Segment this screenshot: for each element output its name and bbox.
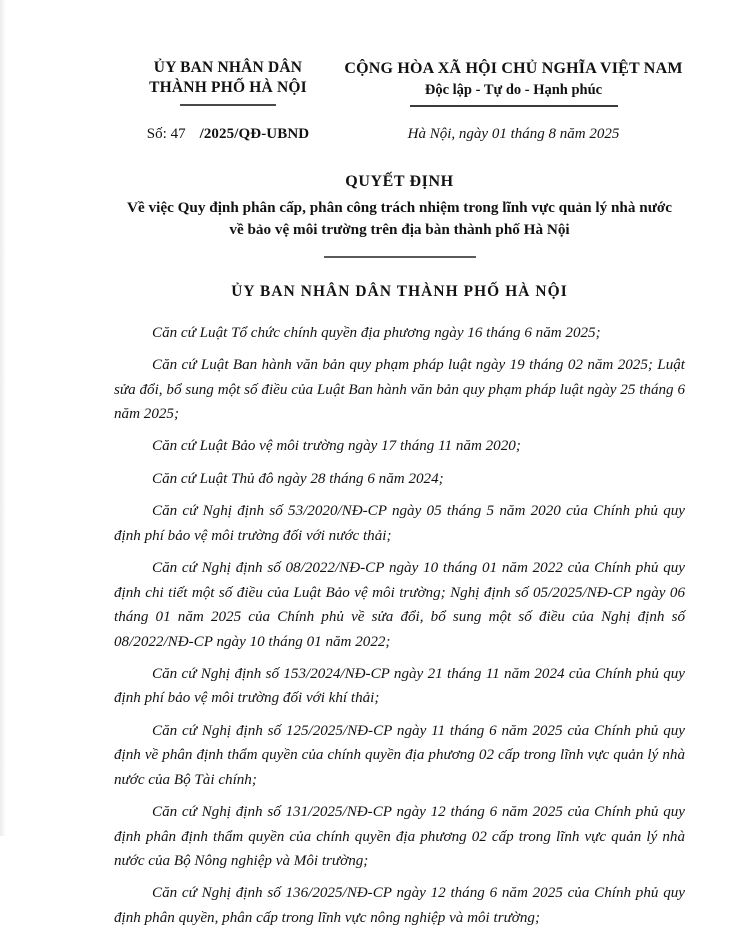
preamble-clause-list bbox=[114, 321, 685, 930]
preamble-clause: Căn cứ Luật Thủ đô ngày 28 tháng 6 năm 2024; bbox=[152, 470, 444, 487]
document-type-heading: QUYẾT ĐỊNH bbox=[345, 172, 454, 190]
preamble-clause: Căn cứ Luật Bảo vệ môi trường ngày 17 tháng 11 năm 2020; bbox=[152, 438, 521, 455]
preamble-clause: Căn cứ Nghị định số 136/2025/NĐ-CP ngày 12 tháng 6 năm 2025 của Chính phủ quy định phân quyền, phân cấp trong lĩnh vực nông nghiệp và môi trường; bbox=[114, 885, 685, 926]
document-meta-row bbox=[114, 126, 685, 143]
title-divider bbox=[324, 256, 476, 258]
national-heading-block bbox=[342, 58, 685, 107]
document-text-block bbox=[114, 0, 685, 926]
preamble-clause: Căn cứ Nghị định số 153/2024/NĐ-CP ngày 21 tháng 11 năm 2024 của Chính phủ quy định phí bảo vệ môi trường đối với khí thải; bbox=[114, 665, 685, 707]
document-number-label: Số: bbox=[146, 125, 167, 142]
motto-underline bbox=[410, 105, 618, 107]
organization-line-1: ỦY BAN NHÂN DÂN bbox=[153, 59, 303, 76]
place-and-date: Hà Nội, ngày 01 tháng 8 năm 2025 bbox=[407, 125, 620, 142]
page-left-scan-edge bbox=[0, 0, 6, 836]
preamble-clause: Căn cứ Nghị định số 53/2020/NĐ-CP ngày 05 tháng 5 năm 2020 của Chính phủ quy định phí bảo vệ môi trường đối với nước thải; bbox=[114, 503, 685, 544]
organization-line-2: THÀNH PHỐ HÀ NỘI bbox=[149, 79, 307, 97]
document-header bbox=[114, 0, 685, 107]
country-name: CỘNG HÒA XÃ HỘI CHỦ NGHĨA VIỆT NAM bbox=[344, 60, 683, 77]
preamble-clause: Căn cứ Nghị định số 125/2025/NĐ-CP ngày 11 tháng 6 năm 2025 của Chính phủ quy định về phân định thẩm quyền của chính quyền địa phương 02 cấp trong lĩnh vực quản lý nhà nước của Bộ Tài chính; bbox=[114, 722, 685, 788]
document-number-value: 47 bbox=[170, 125, 186, 142]
document-number bbox=[114, 126, 342, 143]
preamble-clause: Căn cứ Luật Ban hành văn bản quy phạm pháp luật ngày 19 tháng 02 năm 2025; Luật sửa đổi, bổ sung một số điều của Luật Ban hành văn bản quy phạm pháp luật ngày 25 tháng 6 năm 2025; bbox=[114, 357, 685, 423]
document-number-suffix: /2025/QĐ-UBND bbox=[199, 125, 310, 142]
preamble-clause: Căn cứ Nghị định số 131/2025/NĐ-CP ngày 12 tháng 6 năm 2025 của Chính phủ quy định phân định thẩm quyền của chính quyền địa phương 02 cấp trong lĩnh vực quản lý nhà nước của Bộ Nông nghiệp và Môi trường; bbox=[114, 804, 685, 870]
preamble-clause: Căn cứ Luật Tổ chức chính quyền địa phương ngày 16 tháng 6 năm 2025; bbox=[152, 324, 601, 341]
preamble-clause: Căn cứ Nghị định số 08/2022/NĐ-CP ngày 10 tháng 01 năm 2022 của Chính phủ quy định chi tiết một số điều của Luật Bảo vệ môi trường; Nghị định số 05/2025/NĐ-CP ngày 06 tháng 01 năm 2025 của Chính phủ về sửa đổi, bổ sung một số điều của Nghị định số 08/2022/NĐ-CP ngày 10 tháng 01 năm 2022; bbox=[114, 560, 685, 650]
issuing-authority-heading: ỦY BAN NHÂN DÂN THÀNH PHỐ HÀ NỘI bbox=[231, 282, 568, 300]
issuing-organization-block bbox=[114, 58, 342, 106]
organization-underline bbox=[180, 104, 276, 106]
national-motto: Độc lập - Tự do - Hạnh phúc bbox=[424, 82, 603, 99]
document-title-block bbox=[114, 173, 685, 258]
document-subject-heading: Về việc Quy định phân cấp, phân công trách nhiệm trong lĩnh vực quản lý nhà nước về bảo vệ môi trường trên địa bàn thành phố Hà Nội bbox=[127, 198, 672, 238]
